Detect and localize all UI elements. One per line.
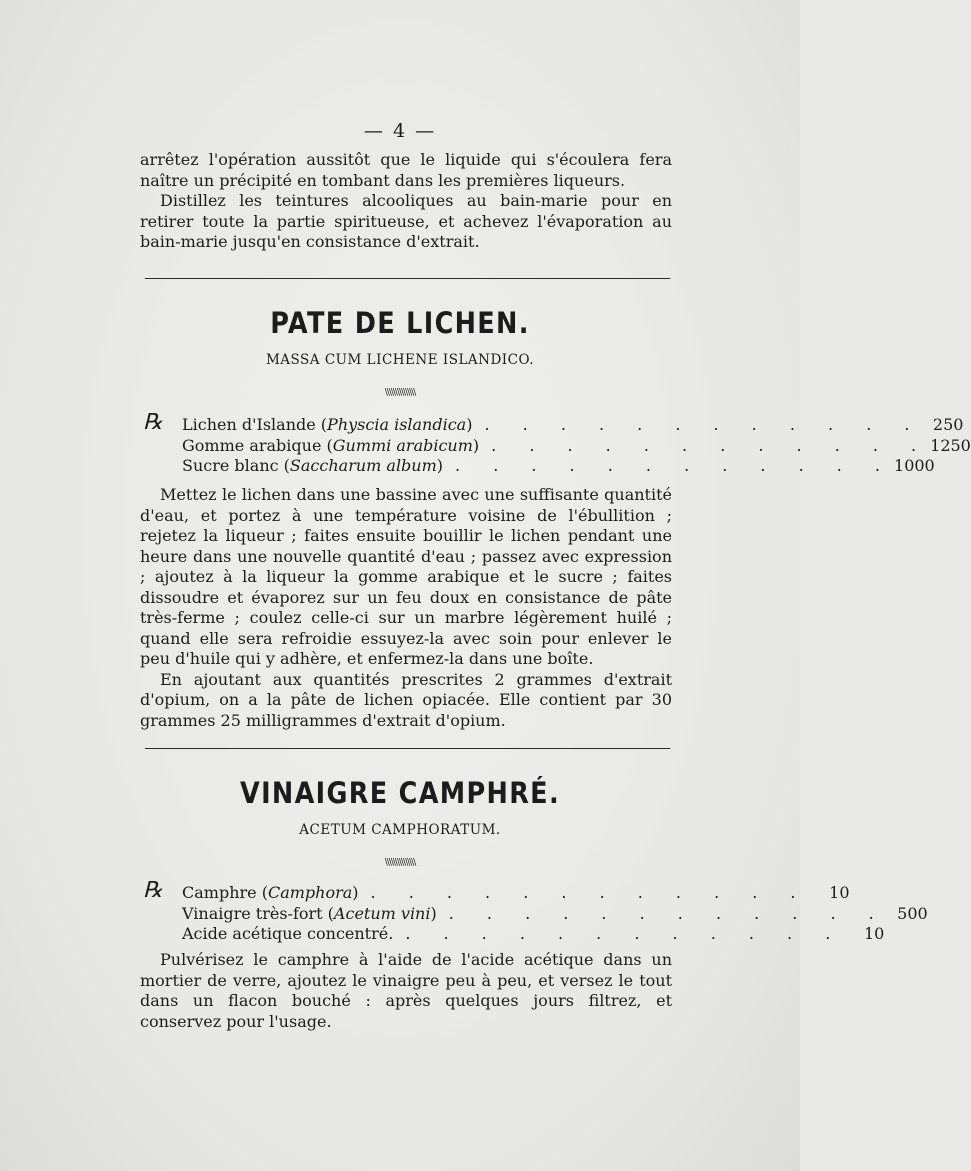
ingredient-name: Camphre (Camphora) xyxy=(182,883,359,902)
ingredient-name: Sucre blanc (Saccharum album) xyxy=(182,456,444,475)
section-divider-1 xyxy=(145,278,670,279)
lichen-instructions xyxy=(140,485,672,731)
intro-paragraph-2: Distillez les teintures alcooliques au bain-marie pour en retirer toute la partie spiritueuse, et achevez l'évaporation au bain-marie jusqu'en consistance d'extrait. xyxy=(140,191,672,251)
intro-paragraph-1: arrêtez l'opération aussitôt que le liquide qui s'écoulera fera naître un précipité en tombant dans les premières liqueurs. xyxy=(140,150,672,190)
ingredient-name: Lichen d'Islande (Physcia islandica) xyxy=(182,415,473,434)
vinaigre-instructions xyxy=(140,950,672,1032)
ingredient-row: Vinaigre très-fort (Acetum vini) . . . . . . . . . . . . 500 xyxy=(182,903,928,923)
ornament-divider: \\\\\\\\\\\\\\\ xyxy=(384,858,416,868)
recipe-symbol-icon: ℞ xyxy=(143,878,163,903)
section-subtitle-lichen: MASSA CUM LICHENE ISLANDICO. xyxy=(265,352,535,368)
lichen-paragraph-1: Mettez le lichen dans une bassine avec une suffisante quantité d'eau, et portez à une température voisine de l'ébullition ; rejetez la liqueur ; faites ensuite bouillir le lichen pendant une heure dans une nouvelle quantité d'eau ; passez avec expression ; ajoutez à la liqueur la gomme arabique et le sucre ; faites dissoudre et évaporez sur un feu doux en consistance de pâte très-ferme ; coulez celle-ci sur un marbre légèrement huilé ; quand elle sera refroidie essuyez-la avec soin pour enlever le peu d'huile qui y adhère, et enfermez-la dans une boîte. xyxy=(140,485,672,668)
ingredient-row: Sucre blanc (Saccharum album) . . . . . . . . . . . . 1000 xyxy=(182,456,935,475)
section-title-vinaigre: VINAIGRE CAMPHRÉ. xyxy=(240,776,560,810)
recipe-symbol-icon: ℞ xyxy=(143,410,163,435)
intro-text xyxy=(140,150,672,253)
page-number: — 4 — xyxy=(363,120,437,142)
ingredient-row: Acide acétique concentré. . . . . . . . . . . . . 10 xyxy=(182,924,885,943)
ingredient-list-vinaigre xyxy=(182,883,928,945)
ingredient-name: Acide acétique concentré. xyxy=(182,924,394,943)
ingredient-name: Gomme arabique (Gummi arabicum) xyxy=(182,435,480,455)
ingredient-row: Gomme arabique (Gummi arabicum) . . . . . . . . . . . . 1250 xyxy=(182,435,971,455)
vinaigre-paragraph-1: Pulvérisez le camphre à l'aide de l'acide acétique dans un mortier de verre, ajoutez le vinaigre peu à peu, et versez le tout dans un flacon bouché : après quelques jours filtrez, et conservez pour l'usage. xyxy=(140,950,672,1031)
ingredient-list-lichen xyxy=(182,415,971,477)
ingredient-qty: 10 xyxy=(863,924,885,943)
ingredient-qty: 250 xyxy=(932,415,964,434)
ingredient-qty: 1250 xyxy=(930,435,971,455)
ingredient-qty: 10 xyxy=(829,883,850,902)
ingredient-row: Lichen d'Islande (Physcia islandica) . . . . . . . . . . . . 250 xyxy=(182,415,964,434)
section-title-lichen: PATE DE LICHEN. xyxy=(270,306,530,340)
lichen-paragraph-2: En ajoutant aux quantités prescrites 2 grammes d'extrait d'opium, on a la pâte de lichen opiacée. Elle contient par 30 grammes 25 milligrammes d'extrait d'opium. xyxy=(140,669,672,730)
ornament-divider: \\\\\\\\\\\\\\\ xyxy=(384,388,416,398)
section-subtitle-vinaigre: ACETUM CAMPHORATUM. xyxy=(299,822,501,838)
ingredient-qty: 500 xyxy=(897,903,928,923)
section-divider-2 xyxy=(145,748,670,749)
ingredient-qty: 1000 xyxy=(894,456,935,475)
ingredient-row: Camphre (Camphora) . . . . . . . . . . . . 10 xyxy=(182,883,850,902)
ingredient-name: Vinaigre très-fort (Acetum vini) xyxy=(182,903,437,923)
